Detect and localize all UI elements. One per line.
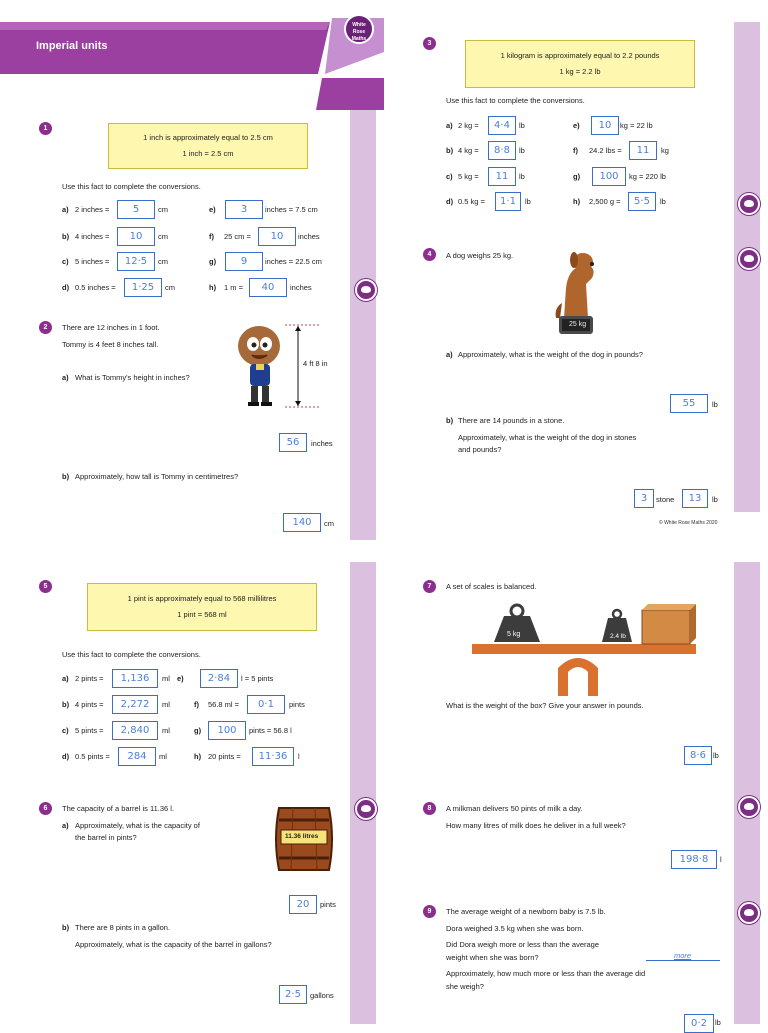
fact-line-1: 1 inch is approximately equal to 2.5 cm	[143, 133, 273, 142]
answer-box[interactable]: 284	[118, 747, 156, 766]
q6-a-line-1: Approximately, what is the capacity of	[75, 821, 200, 830]
fact-box	[87, 583, 317, 631]
weight-2-label: 2.4 lb	[610, 633, 626, 640]
row-unit: ml	[162, 726, 170, 735]
answer-box[interactable]: 0·1	[247, 695, 285, 714]
handwritten-answer: more	[674, 951, 692, 960]
worksheet-panel-1	[0, 0, 384, 528]
row-text: 2 inches =	[75, 205, 110, 214]
worksheet-panel-4	[384, 562, 768, 1029]
q9-line-5: Approximately, how much more or less than the average did	[446, 969, 646, 978]
question-number: 9	[423, 905, 436, 918]
row-text: 25 cm =	[224, 232, 251, 241]
row-text: 56.8 ml =	[208, 700, 240, 709]
worksheet-panel-3	[0, 562, 384, 1024]
q9-line-6: she weigh?	[446, 982, 484, 991]
balance-scale-illustration	[472, 596, 698, 696]
q6-b-line-1: There are 8 pints in a gallon.	[75, 923, 171, 932]
row-unit: lb	[519, 172, 525, 181]
q6-a-line-2: the barrel in pints?	[75, 833, 137, 842]
row-unit: ml	[162, 700, 170, 709]
part-label: d)	[62, 283, 70, 292]
row-text: 4 inches =	[75, 232, 110, 241]
answer-box[interactable]: 5	[117, 200, 155, 219]
cloud-icon[interactable]	[738, 248, 760, 270]
instruction-text: Use this fact to complete the conversions.	[62, 650, 201, 659]
header-banner	[0, 0, 384, 110]
question-number: 3	[423, 37, 436, 50]
question-number: 4	[423, 248, 436, 261]
row-text: 5 kg =	[458, 172, 479, 181]
row-text: 20 pints =	[208, 752, 241, 761]
row-text: 2,500 g =	[589, 197, 621, 206]
q4-b-line-1: There are 14 pounds in a stone.	[458, 416, 565, 425]
answer-unit: lb	[712, 495, 718, 504]
answer-unit: lb	[712, 400, 718, 409]
answer-box[interactable]: 8·8	[488, 141, 516, 160]
part-label: a)	[62, 821, 69, 830]
row-text: 5 pints =	[75, 726, 104, 735]
row-text: 0.5 kg =	[458, 197, 485, 206]
row-unit: kg	[661, 146, 669, 155]
part-label: g)	[194, 726, 202, 735]
q4-b-line-2: Approximately, what is the weight of the dog in stones	[458, 433, 637, 442]
q8-line-1: A milkman delivers 50 pints of milk a day.	[446, 804, 583, 813]
height-label: 4 ft 8 in	[303, 359, 328, 368]
part-label: d)	[446, 197, 454, 206]
part-label: b)	[446, 416, 454, 425]
answer-box[interactable]: 20	[289, 895, 317, 914]
answer-unit: lb	[713, 751, 719, 760]
row-unit: kg = 220 lb	[629, 172, 666, 181]
question-number: 7	[423, 580, 436, 593]
row-text: 2 pints =	[75, 674, 104, 683]
side-strip	[350, 100, 376, 540]
q6-intro: The capacity of a barrel is 11.36 l.	[62, 804, 175, 813]
cloud-icon[interactable]	[355, 279, 377, 301]
question-number: 6	[39, 802, 52, 815]
answer-box[interactable]: 10	[258, 227, 296, 246]
part-label: c)	[62, 726, 69, 735]
q4-a-text: Approximately, what is the weight of the dog in pounds?	[458, 350, 643, 359]
answer-box[interactable]: 1·1	[495, 192, 521, 211]
question-number: 2	[39, 321, 52, 334]
part-label: a)	[62, 674, 69, 683]
row-unit: cm	[165, 283, 175, 292]
row-text: 0.5 inches =	[75, 283, 116, 292]
answer-box[interactable]: 0·2	[684, 1014, 714, 1033]
fact-line-2: 1 kg = 2.2 lb	[559, 67, 601, 76]
row-text: 4 kg =	[458, 146, 479, 155]
answer-box[interactable]: 11	[488, 167, 516, 186]
row-text: 4 pints =	[75, 700, 104, 709]
row-text: 1 m =	[224, 283, 243, 292]
row-unit: ml	[162, 674, 170, 683]
answer-unit: gallons	[310, 991, 334, 1000]
part-label: c)	[62, 257, 69, 266]
answer-box[interactable]: 3	[225, 200, 263, 219]
row-unit: lb	[519, 146, 525, 155]
part-label: a)	[62, 205, 69, 214]
row-unit: lb	[525, 197, 531, 206]
answer-box[interactable]: 10	[591, 116, 619, 135]
part-label: h)	[194, 752, 202, 761]
fact-box	[465, 40, 695, 88]
cloud-icon[interactable]	[738, 193, 760, 215]
part-label: c)	[446, 172, 453, 181]
row-unit: l	[298, 752, 300, 761]
question-number: 8	[423, 802, 436, 815]
answer-unit: pints	[320, 900, 336, 909]
answer-box[interactable]: 1,136	[112, 669, 158, 688]
answer-unit: lb	[715, 1018, 721, 1027]
part-label: e)	[177, 674, 184, 683]
answer-unit: stone	[656, 495, 675, 504]
part-label: g)	[209, 257, 217, 266]
answer-box[interactable]: 2,272	[112, 695, 158, 714]
answer-box[interactable]: 4·4	[488, 116, 516, 135]
fact-box	[108, 123, 308, 169]
answer-box[interactable]: 1·25	[124, 278, 162, 297]
q8-line-2: How many litres of milk does he deliver in a full week?	[446, 821, 626, 830]
part-label: f)	[209, 232, 214, 241]
answer-box[interactable]: 8·6	[684, 746, 712, 765]
part-label: b)	[62, 472, 70, 481]
barrel-label: 11.36 litres	[285, 833, 319, 840]
answer-box[interactable]: 12·5	[117, 252, 155, 271]
q4-b-line-3: and pounds?	[458, 445, 502, 454]
part-label: b)	[62, 923, 70, 932]
answer-unit: inches	[311, 439, 333, 448]
row-unit: l = 5 pints	[241, 674, 274, 683]
q9-line-3: Did Dora weigh more or less than the average	[446, 940, 599, 949]
part-label: b)	[62, 232, 70, 241]
part-label: a)	[446, 121, 453, 130]
answer-box[interactable]: 2·84	[200, 669, 238, 688]
row-unit: lb	[660, 197, 666, 206]
answer-box[interactable]: 140	[283, 513, 321, 532]
cloud-icon[interactable]	[738, 796, 760, 818]
row-unit: cm	[158, 205, 168, 214]
q4-intro: A dog weighs 25 kg.	[446, 251, 514, 260]
q2-line-1: There are 12 inches in 1 foot.	[62, 323, 160, 332]
cloud-icon[interactable]	[738, 902, 760, 924]
answer-unit: l	[720, 855, 722, 864]
row-unit: pints	[289, 700, 305, 709]
logo: White Rose Maths	[344, 14, 374, 44]
answer-box[interactable]: 11	[629, 141, 657, 160]
fact-line-1: 1 kilogram is approximately equal to 2.2 pounds	[500, 51, 660, 60]
q9-line-2: Dora weighed 3.5 kg when she was born.	[446, 924, 584, 933]
part-label: f)	[194, 700, 199, 709]
row-unit: inches = 22.5 cm	[265, 257, 322, 266]
fact-line-1: 1 pint is approximately equal to 568 millilitres	[127, 594, 277, 603]
copyright: © White Rose Maths 2020	[659, 520, 718, 526]
answer-box[interactable]: 11·36	[252, 747, 294, 766]
part-label: a)	[62, 373, 69, 382]
row-text: 2 kg =	[458, 121, 479, 130]
answer-box[interactable]: 13	[682, 489, 708, 508]
part-label: e)	[209, 205, 216, 214]
part-label: h)	[209, 283, 217, 292]
answer-box[interactable]: 198·8	[671, 850, 717, 869]
row-unit: inches	[290, 283, 312, 292]
part-label: h)	[573, 197, 581, 206]
q9-line-4: weight when she was born?	[446, 953, 539, 962]
answer-unit: cm	[324, 519, 334, 528]
page-title: Imperial units	[36, 40, 108, 52]
answer-box[interactable]: 56	[279, 433, 307, 452]
answer-box[interactable]: 40	[249, 278, 287, 297]
row-unit: inches = 7.5 cm	[265, 205, 318, 214]
answer-box[interactable]: 55	[670, 394, 708, 413]
row-unit: cm	[158, 232, 168, 241]
row-unit: kg = 22 lb	[620, 121, 653, 130]
part-label: g)	[573, 172, 581, 181]
answer-box[interactable]: 9	[225, 252, 263, 271]
q6-b-line-2: Approximately, what is the capacity of the barrel in gallons?	[75, 940, 272, 949]
weight-1-label: 5 kg	[507, 631, 521, 638]
row-unit: pints = 56.8 l	[249, 726, 292, 735]
part-label: d)	[62, 752, 70, 761]
part-label: b)	[62, 700, 70, 709]
row-text: 5 inches =	[75, 257, 110, 266]
instruction-text: Use this fact to complete the conversions.	[446, 96, 585, 105]
part-label: f)	[573, 146, 578, 155]
part-label: a)	[446, 350, 453, 359]
part-label: b)	[446, 146, 454, 155]
answer-box[interactable]: 3	[634, 489, 654, 508]
row-text: 0.5 pints =	[75, 752, 110, 761]
q2-line-2: Tommy is 4 feet 8 inches tall.	[62, 340, 159, 349]
fact-line-2: 1 pint = 568 ml	[177, 610, 227, 619]
answer-line[interactable]	[646, 960, 720, 961]
scale-label: 25 kg	[569, 321, 587, 328]
instruction-text: Use this fact to complete the conversions.	[62, 182, 201, 191]
q9-line-1: The average weight of a newborn baby is 7.5 lb.	[446, 907, 606, 916]
side-strip	[734, 562, 760, 1024]
question-number: 5	[39, 580, 52, 593]
question-number: 1	[39, 122, 52, 135]
q7-question: What is the weight of the box? Give your answer in pounds.	[446, 701, 644, 710]
q2-a-text: What is Tommy's height in inches?	[75, 373, 190, 382]
answer-box[interactable]: 10	[117, 227, 155, 246]
part-label: e)	[573, 121, 580, 130]
row-unit: inches	[298, 232, 320, 241]
row-unit: ml	[159, 752, 167, 761]
side-strip	[350, 562, 376, 1024]
answer-box[interactable]: 100	[592, 167, 626, 186]
answer-box[interactable]: 5·5	[628, 192, 656, 211]
q7-intro: A set of scales is balanced.	[446, 582, 537, 591]
answer-box[interactable]: 2,840	[112, 721, 158, 740]
answer-box[interactable]: 2·5	[279, 985, 307, 1004]
answer-box[interactable]: 100	[208, 721, 246, 740]
row-text: 24.2 lbs =	[589, 146, 622, 155]
row-unit: cm	[158, 257, 168, 266]
cloud-icon[interactable]	[355, 798, 377, 820]
fact-line-2: 1 inch = 2.5 cm	[182, 149, 234, 158]
q2-b-text: Approximately, how tall is Tommy in centimetres?	[75, 472, 239, 481]
worksheet-panel-2	[384, 0, 768, 526]
row-unit: lb	[519, 121, 525, 130]
